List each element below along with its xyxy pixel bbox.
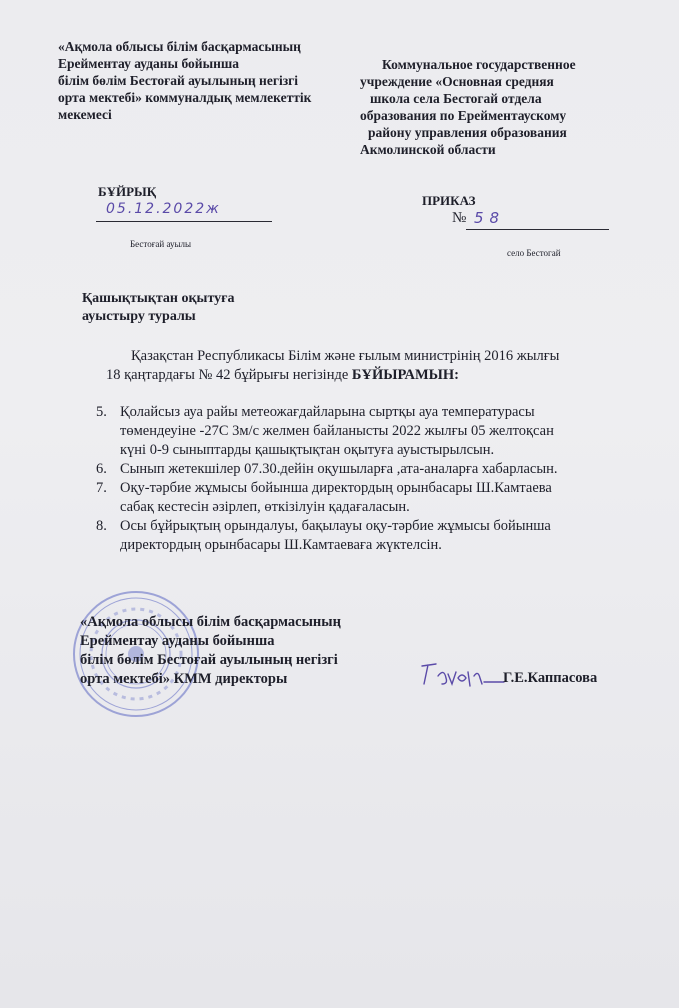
order-number-sign: № [452,210,467,226]
order-item [96,403,558,460]
item-number: 8. [96,518,107,534]
signature-line: білім бөлім Бестоғай ауылының негізгі [80,652,338,668]
header-right-line: Акмолинской области [360,142,496,157]
item-line: Сынып жетекшілер 07.30.дейін оқушыларға ,ата-аналарға хабарласын. [120,461,558,477]
handwritten-signature [418,658,508,692]
order-label-kz: БҰЙРЫҚ [98,184,157,199]
header-right-line: образования по Ерейментаускому [360,108,567,123]
header-left-line: мекемесі [58,107,112,122]
order-date: 05.12.2022ж [106,201,221,217]
signature-line: «Ақмола облысы білім басқармасының [80,614,341,630]
place-ru: село Бестогай [507,248,561,258]
order-label-ru: ПРИКАЗ [422,193,476,208]
date-underline [96,221,272,222]
signature-line: орта мектебі» КММ директоры [80,671,288,687]
order-item [96,460,558,479]
director-name: Г.Е.Каппасова [503,670,598,686]
item-line: күні 0-9 сыныптарды қашықтықтан оқытуға ауыстырылсын. [120,442,495,458]
signature-line: Ерейментау ауданы бойынша [80,633,275,649]
order-items [96,403,558,555]
header-left-line: білім бөлім Бестоғай ауылының негізгі [58,73,299,88]
order-title [82,290,235,326]
order-item [96,479,558,517]
header-right-line: школа села Бестогай отдела [370,91,542,106]
header-right-line: Коммунальное государственное [382,57,576,72]
title-line: Қашықтықтан оқытуға [82,291,235,306]
signature-block [80,613,341,689]
preamble-text: 18 қаңтардағы № 42 бұйрығы негізінде [106,367,352,383]
header-left-line: «Ақмола облысы білім басқармасының [58,39,301,54]
item-number: 6. [96,461,107,477]
header-right-ru [360,56,576,158]
item-number: 7. [96,480,107,496]
header-right-line: району управления образования [368,125,567,140]
item-line: Осы бұйрықтың орындалуы, бақылауы оқу-тәрбие жұмысы бойынша [120,518,551,534]
item-line: Оқу-тәрбие жұмысы бойынша директордың орынбасары Ш.Камтаева [120,480,552,496]
header-left-line: Ерейментау ауданы бойынша [58,56,240,71]
preamble-order-word: БҰЙЫРАМЫН: [351,367,459,383]
order-item [96,517,558,555]
preamble-line-1: Қазақстан Республикасы Білім және ғылым министрінің 2016 жылғы [131,348,560,364]
header-left-kz [58,38,311,123]
item-line: директордың орынбасары Ш.Камтаеваға жүктелсін. [120,537,442,553]
place-kz: Бестоғай ауылы [130,239,192,249]
item-line: сабақ кестесін әзірлеп, өткізілуін қадағаласын. [120,499,410,515]
item-line: Қолайсыз ауа райы метеожағдайларына сыртқы ауа температурасы [120,404,535,420]
number-underline [466,229,609,230]
header-right-line: учреждение «Основная средняя [360,74,554,89]
order-number: 58 [474,209,506,227]
preamble-line-2 [106,366,459,385]
item-line: төмендеуіне -27С 3м/с желмен байланысты 2022 жылғы 05 желтоқсан [120,423,554,439]
title-line: ауыстыру туралы [82,309,196,324]
item-number: 5. [96,404,107,420]
header-left-line: орта мектебі» коммуналдық мемлекеттік [58,90,312,105]
